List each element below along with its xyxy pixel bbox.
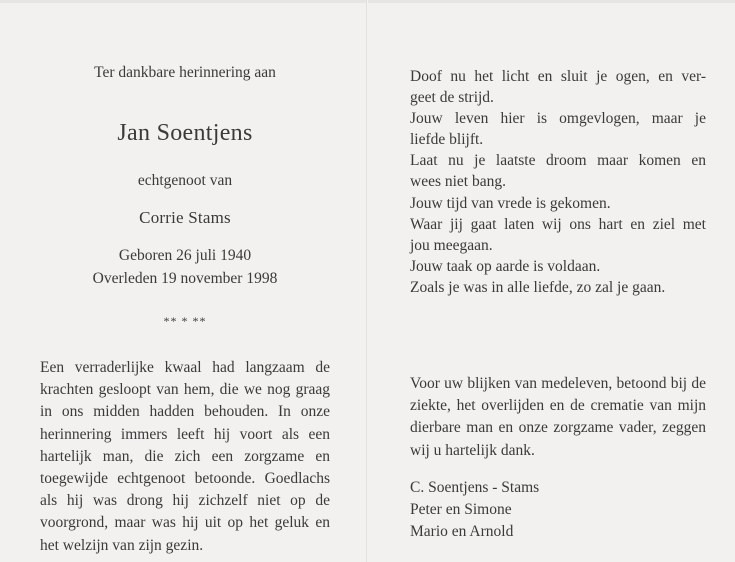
poem-line: Laat nu je laatste droom maar komen en (410, 152, 706, 170)
deceased-name: Jan Soentjens (117, 120, 253, 146)
poem-line: Jouw taak op aarde is voldaan. (410, 257, 601, 275)
memorial-paragraph: Een verraderlijke kwaal had langzaam de krachten gesloopt van hem, die we nog graag in ons midden hadden behouden. In onze herinnering immers leeft hij voort als een hartelijk man, die zich een zorgzame en toegewijde echtgenoot betoonde. Goedlachs als hij was drong hij zichzelf niet op de voorgrond, maar was hij uit op het geluk en het welzijn van zijn gezin. (40, 359, 330, 554)
intro-line: Ter dankbare herinnering aan (94, 64, 276, 81)
left-panel (40, 0, 330, 562)
poem (410, 66, 706, 298)
signature-line: Peter en Simone (410, 501, 512, 519)
card-fold (366, 0, 368, 562)
spouse-label: echtgenoot van (137, 172, 233, 189)
signatures (410, 477, 706, 544)
poem-line: Jouw leven hier is omgevlogen, maar je (410, 110, 706, 128)
signature-line: C. Soentjens - Stams (410, 479, 540, 496)
poem-line: jou meegaan. (410, 236, 493, 254)
thanks-paragraph: Voor uw blijken van medeleven, betoond bij de ziekte, het overlijden en de crematie van mijn dierbare man en onze zorgzame vader, zeggen wij u hartelijk dank. (410, 375, 706, 459)
poem-line: Jouw tijd van vrede is gekomen. (410, 194, 611, 212)
poem-line: wees niet bang. (410, 173, 506, 191)
poem-line: Waar jij gaat laten wij ons hart en ziel met (410, 215, 706, 233)
right-panel (410, 0, 706, 562)
poem-line: liefde blijft. (410, 131, 484, 149)
birth-date: Geboren 26 juli 1940 (118, 247, 252, 264)
spouse-name: Corrie Stams (139, 208, 231, 227)
death-date: Overleden 19 november 1998 (92, 270, 278, 287)
separator-stars: ** * ** (163, 314, 207, 328)
poem-line: Doof nu het licht en sluit je ogen, en ver- (410, 68, 706, 85)
poem-line: geet de strijd. (410, 89, 494, 107)
signature-line: Mario en Arnold (410, 523, 514, 541)
poem-line: Zoals je was in alle liefde, zo zal je gaan. (410, 278, 666, 296)
